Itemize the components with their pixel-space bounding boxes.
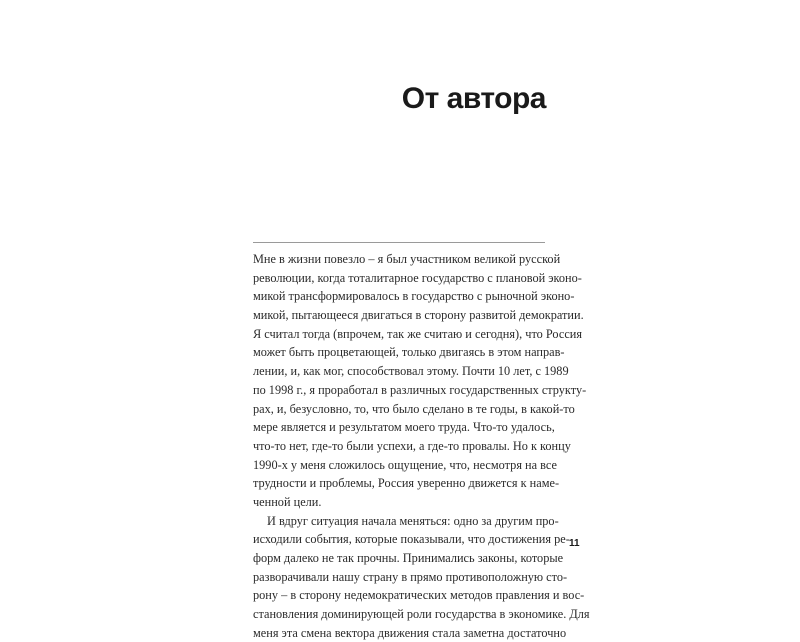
text-line: рону – в сторону недемократических методов правления и вос- (253, 588, 585, 603)
text-line: микой, пытающееся двигаться в сторону развитой демократии. (253, 308, 584, 323)
text-line: мере является и результатом моего труда. Что-то удалось, (253, 420, 555, 435)
text-line: разворачивали нашу страну в прямо противоположную сто- (253, 569, 568, 584)
text-line: форм далеко не так прочны. Принимались законы, которые (253, 551, 564, 565)
text-line: рах, и, безусловно, то, что было сделано в те годы, в какой-то (253, 401, 575, 416)
text-line: Я считал тогда (впрочем, так же считаю и сегодня), что Россия (253, 326, 583, 341)
text-line: по 1998 г., я проработал в различных государственных структу- (253, 382, 587, 397)
text-line: революции, когда тоталитарное государство с плановой эконо- (253, 270, 582, 285)
text-line: становления доминирующей роли государства в экономике. Для (253, 607, 590, 622)
text-line: лении, и, как мог, способствовал этому. Почти 10 лет, с 1989 (253, 364, 569, 379)
text-line: микой трансформировалось в государство с рыночной эконо- (253, 289, 575, 304)
text-line: Мне в жизни повезло – я был участником великой русской (253, 252, 561, 266)
title-divider (253, 242, 545, 243)
text-line: трудности и проблемы, Россия уверенно движется к наме- (253, 476, 560, 491)
text-line: ченной цели. (253, 494, 322, 509)
text-line: что-то нет, где-то были успехи, а где-то провалы. Но к концу (253, 438, 571, 453)
text-line: исходили события, которые показывали, что достижения ре- (253, 532, 570, 547)
page-number: 11 (569, 538, 580, 549)
text-line: меня эта смена вектора движения стала заметна достаточно (253, 625, 567, 640)
text-line: может быть процветающей, только двигаясь в этом направ- (253, 345, 565, 360)
text-line: 1990-х у меня сложилось ощущение, что, несмотря на все (253, 457, 557, 472)
text-line: И вдруг ситуация начала меняться: одно за другим про- (267, 513, 559, 528)
chapter-title: От автора (401, 82, 546, 115)
